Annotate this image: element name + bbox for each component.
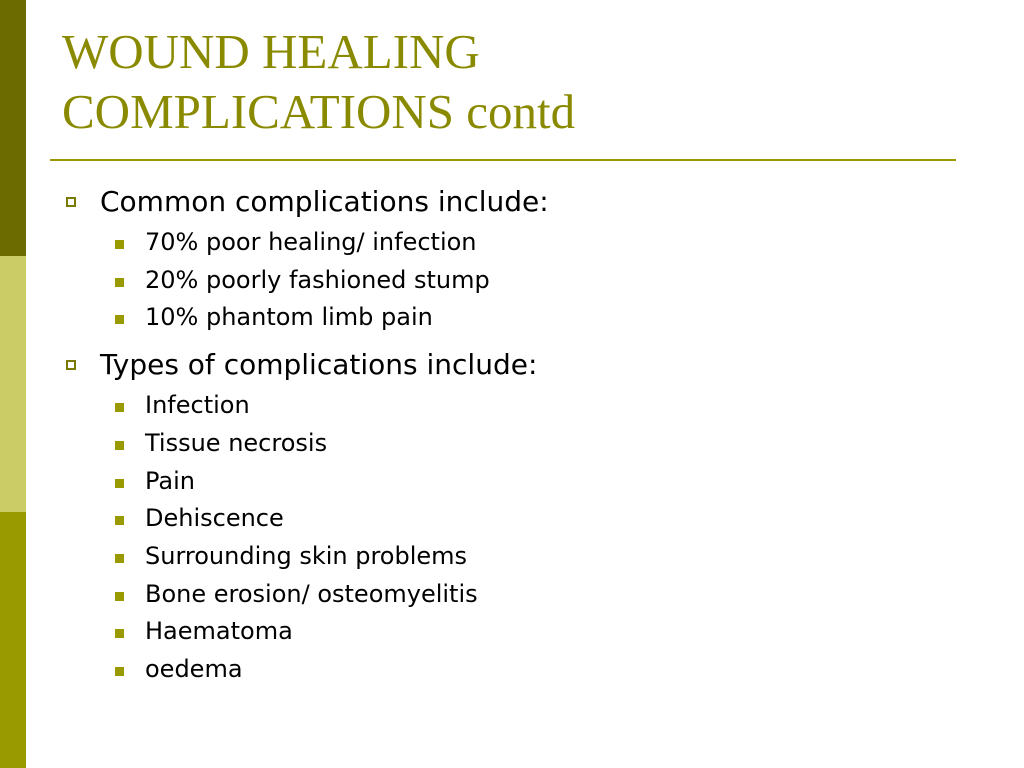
list-item — [66, 425, 966, 463]
title-line-2: COMPLICATIONS contd — [62, 84, 576, 139]
list-item-text: Tissue necrosis — [145, 428, 328, 457]
side-bar-top — [0, 0, 26, 256]
list-item-text: Surrounding skin problems — [145, 541, 468, 570]
hollow-square-bullet-icon — [66, 360, 76, 370]
list-item — [66, 463, 966, 501]
list-item-text: oedema — [145, 655, 243, 684]
list-item — [66, 387, 966, 425]
list-item-text: 20% poorly fashioned stump — [145, 265, 490, 294]
side-bar-middle — [0, 256, 26, 512]
hollow-square-bullet-icon — [66, 197, 76, 207]
list-item-text: Bone erosion/ osteomyelitis — [145, 579, 478, 608]
title-line-1: WOUND HEALING — [62, 24, 480, 79]
list-item — [66, 500, 966, 538]
list-item-text: Pain — [145, 466, 195, 495]
list-item — [66, 262, 966, 300]
bullet-common-complications — [66, 180, 966, 224]
list-item — [66, 576, 966, 614]
square-bullet-icon — [115, 441, 124, 450]
square-bullet-icon — [115, 592, 124, 601]
slide-title — [62, 22, 962, 142]
title-underline — [50, 159, 956, 161]
square-bullet-icon — [115, 403, 124, 412]
side-bar-bottom — [0, 512, 26, 768]
list-item — [66, 538, 966, 576]
slide-content — [66, 180, 966, 695]
square-bullet-icon — [115, 629, 124, 638]
bullet-text: Common complications include: — [100, 185, 549, 218]
square-bullet-icon — [115, 516, 124, 525]
square-bullet-icon — [115, 278, 124, 287]
list-item — [66, 299, 966, 337]
square-bullet-icon — [115, 479, 124, 488]
common-complications-list — [66, 224, 966, 337]
square-bullet-icon — [115, 667, 124, 676]
list-item-text: 70% poor healing/ infection — [145, 228, 477, 256]
square-bullet-icon — [115, 240, 124, 249]
list-item-text: Infection — [145, 391, 250, 420]
list-item — [66, 651, 966, 689]
bullet-types-of-complications — [66, 343, 966, 387]
list-item-text: Dehiscence — [145, 504, 284, 533]
bullet-text: Types of complications include: — [100, 348, 538, 382]
types-of-complications-list — [66, 387, 966, 689]
list-item-text: 10% phantom limb pain — [145, 303, 433, 332]
list-item — [66, 613, 966, 651]
list-item-text: Haematoma — [145, 617, 293, 646]
square-bullet-icon — [115, 554, 124, 563]
square-bullet-icon — [115, 315, 124, 324]
list-item — [66, 224, 966, 262]
